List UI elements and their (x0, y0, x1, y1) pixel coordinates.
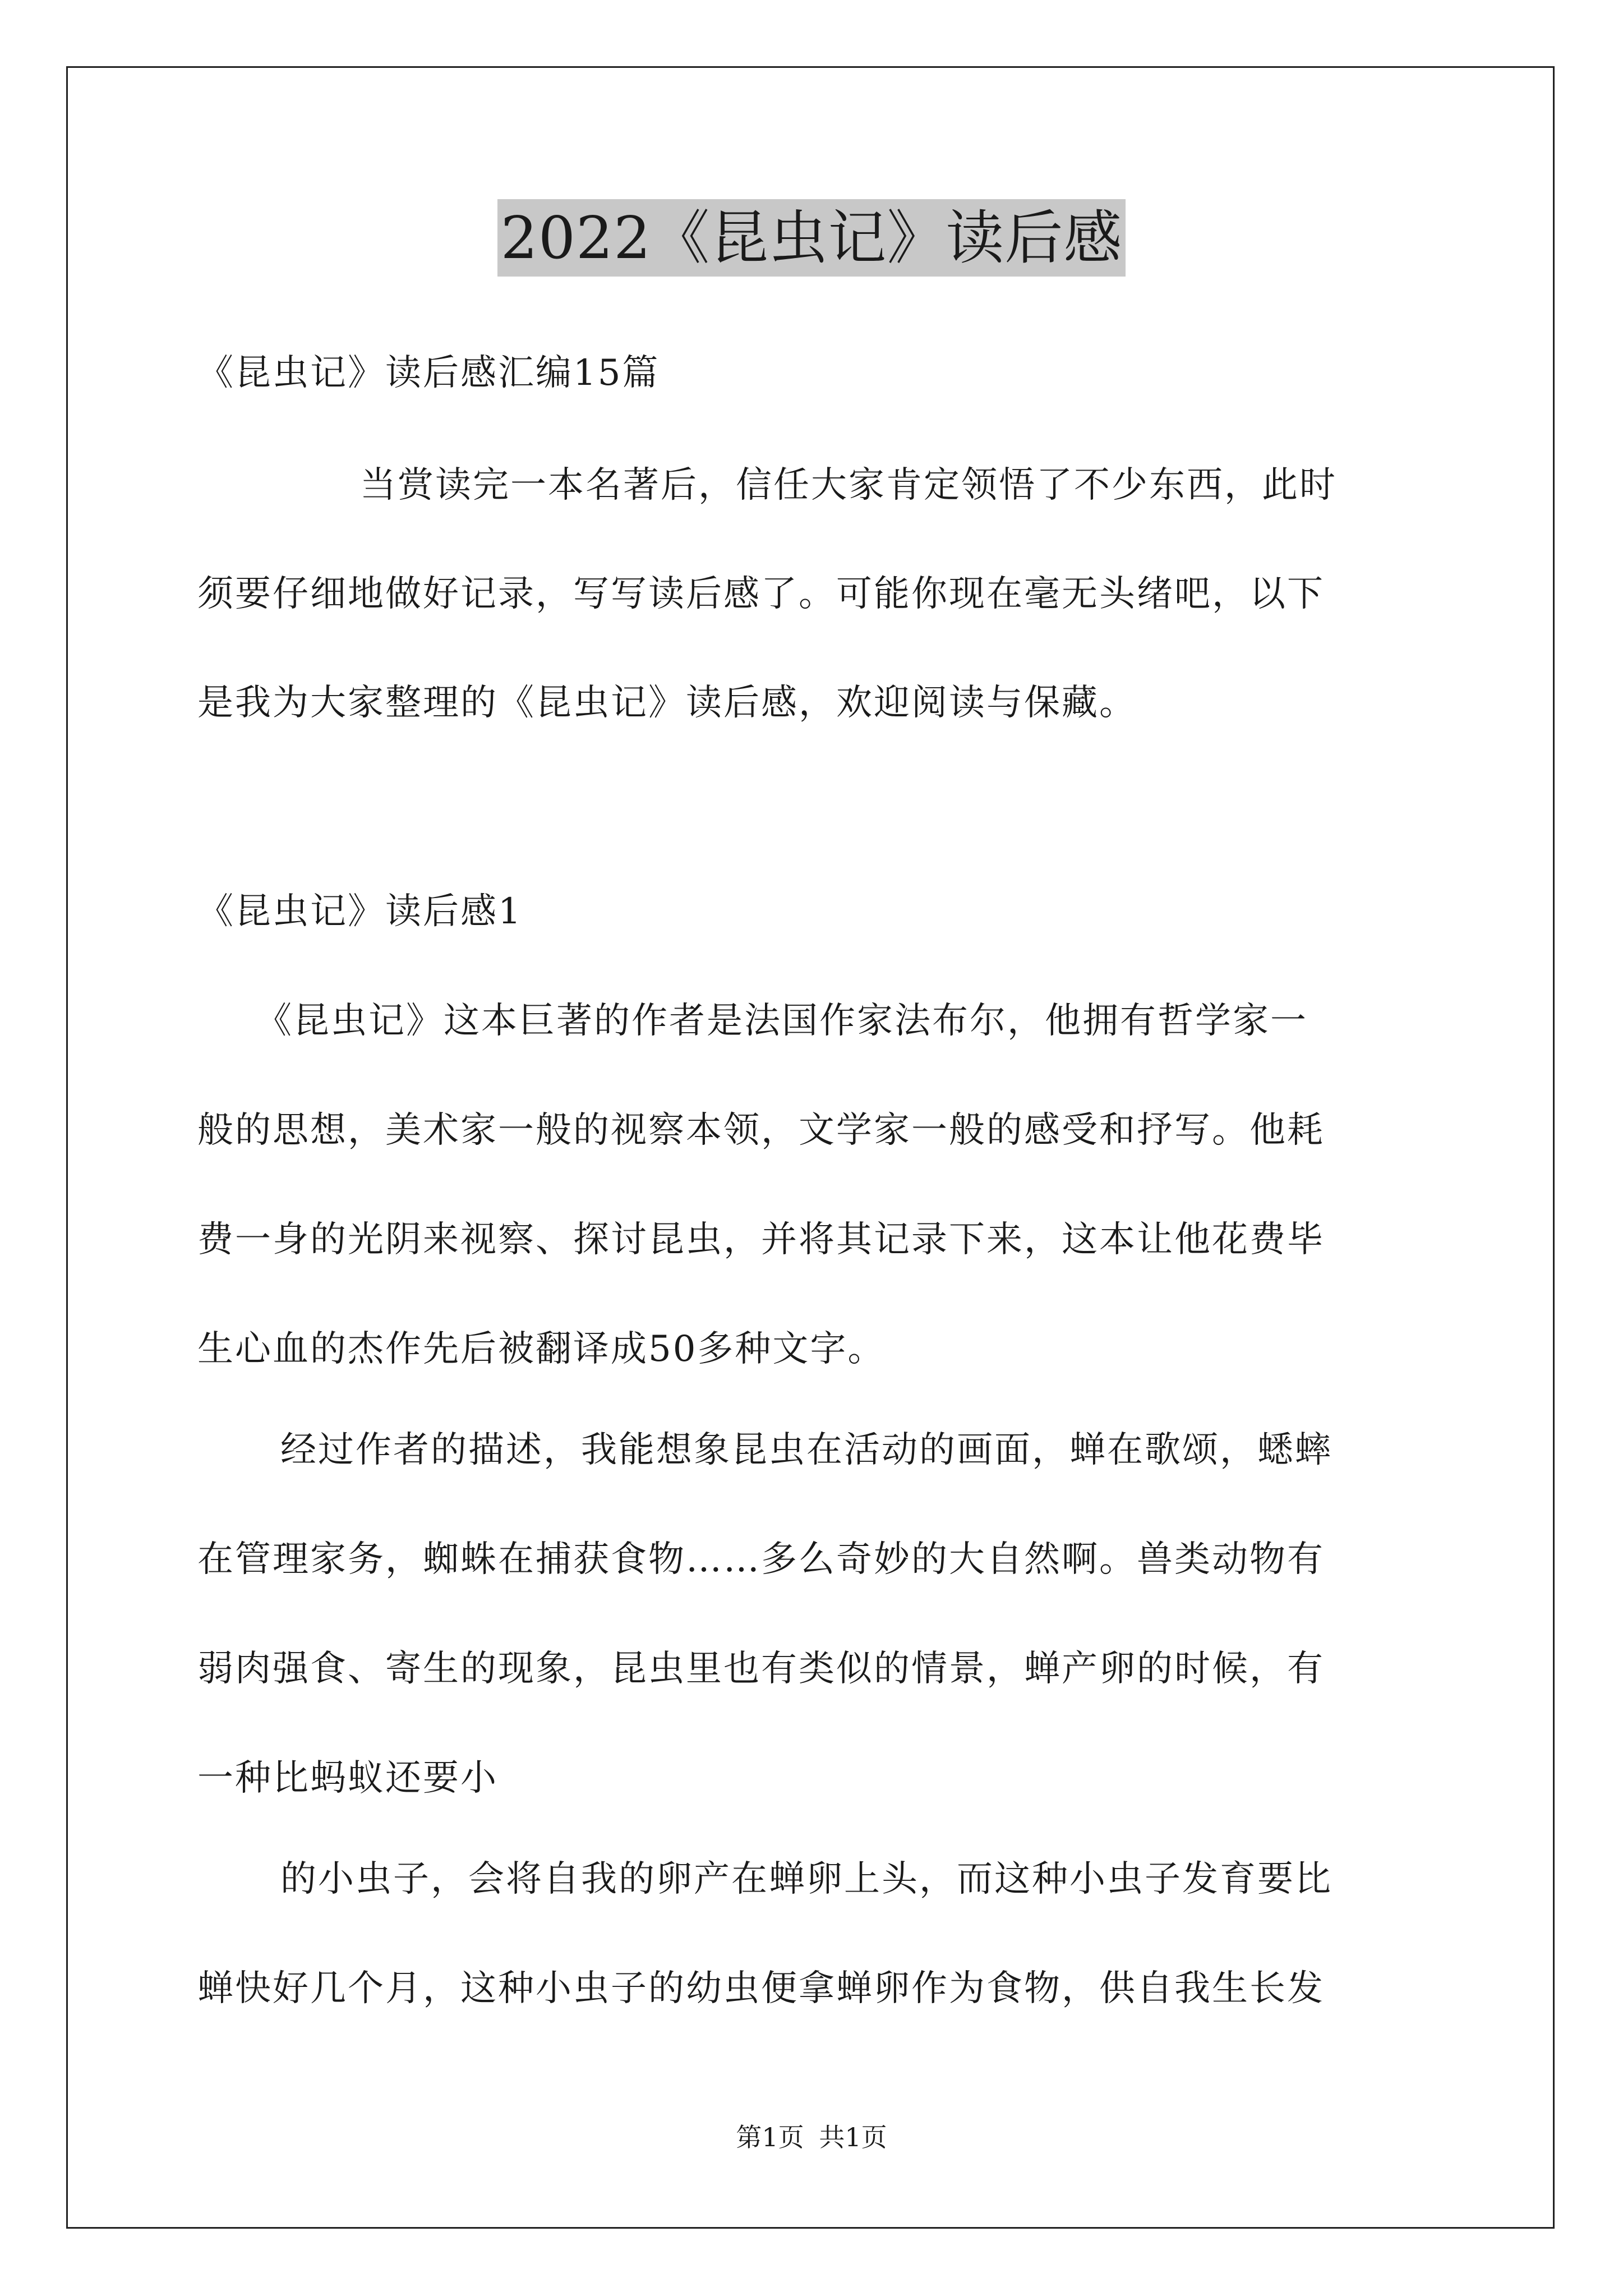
paragraph-2 (197, 1422, 1431, 1806)
paragraph-3 (197, 1851, 1431, 2017)
document-subtitle (197, 345, 1431, 401)
paragraph-line: 经过作者的描述，我能想象昆虫在活动的画面，蝉在歌颂，蟋蟀 (280, 1429, 1332, 1471)
page-footer (0, 2120, 1623, 2154)
paragraph-line: 须要仔细地做好记录，写写读后感了。可能你现在毫无头绪吧，以下 (197, 573, 1325, 615)
intro-paragraph (197, 457, 1431, 731)
paragraph-line: 是我为大家整理的《昆虫记》读后感，欢迎阅读与保藏。 (197, 682, 1137, 724)
paragraph-line: 蝉快好几个月，这种小虫子的幼虫便拿蝉卵作为食物，供自我生长发 (197, 1968, 1325, 2009)
paragraph-line: 《昆虫记》这本巨著的作者是法国作家法布尔，他拥有哲学家一 (256, 1000, 1308, 1042)
section-heading-line: 《昆虫记》读后感1 (197, 891, 523, 932)
paragraph-line: 弱肉强食、寄生的现象，昆虫里也有类似的情景，蝉产卵的时候，有 (197, 1648, 1325, 1690)
document-title: 2022《昆虫记》读后感 (497, 199, 1126, 277)
paragraph-line: 当赏读完一本名著后，信任大家肯定领悟了不少东西，此时 (360, 464, 1337, 506)
paragraph-line: 费一身的光阴来视察、探讨昆虫，并将其记录下来，这本让他花费毕 (197, 1219, 1325, 1260)
paragraph-line: 一种比蚂蚁还要小 (197, 1757, 498, 1799)
paragraph-1 (197, 993, 1431, 1377)
page-number-label: 第1页 (736, 2122, 804, 2152)
page-total-label: 共1页 (819, 2122, 887, 2152)
paragraph-line: 生心血的杰作先后被翻译成50多种文字。 (197, 1328, 886, 1370)
title-container (0, 199, 1623, 277)
paragraph-line: 的小虫子，会将自我的卵产在蝉卵上头，而这种小虫子发育要比 (280, 1858, 1332, 1900)
subtitle-line: 《昆虫记》读后感汇编15篇 (197, 352, 660, 394)
paragraph-line: 在管理家务，蜘蛛在捕获食物……多么奇妙的大自然啊。兽类动物有 (197, 1539, 1325, 1580)
section-heading (197, 884, 1431, 940)
paragraph-line: 般的思想，美术家一般的视察本领，文学家一般的感受和抒写。他耗 (197, 1110, 1325, 1151)
